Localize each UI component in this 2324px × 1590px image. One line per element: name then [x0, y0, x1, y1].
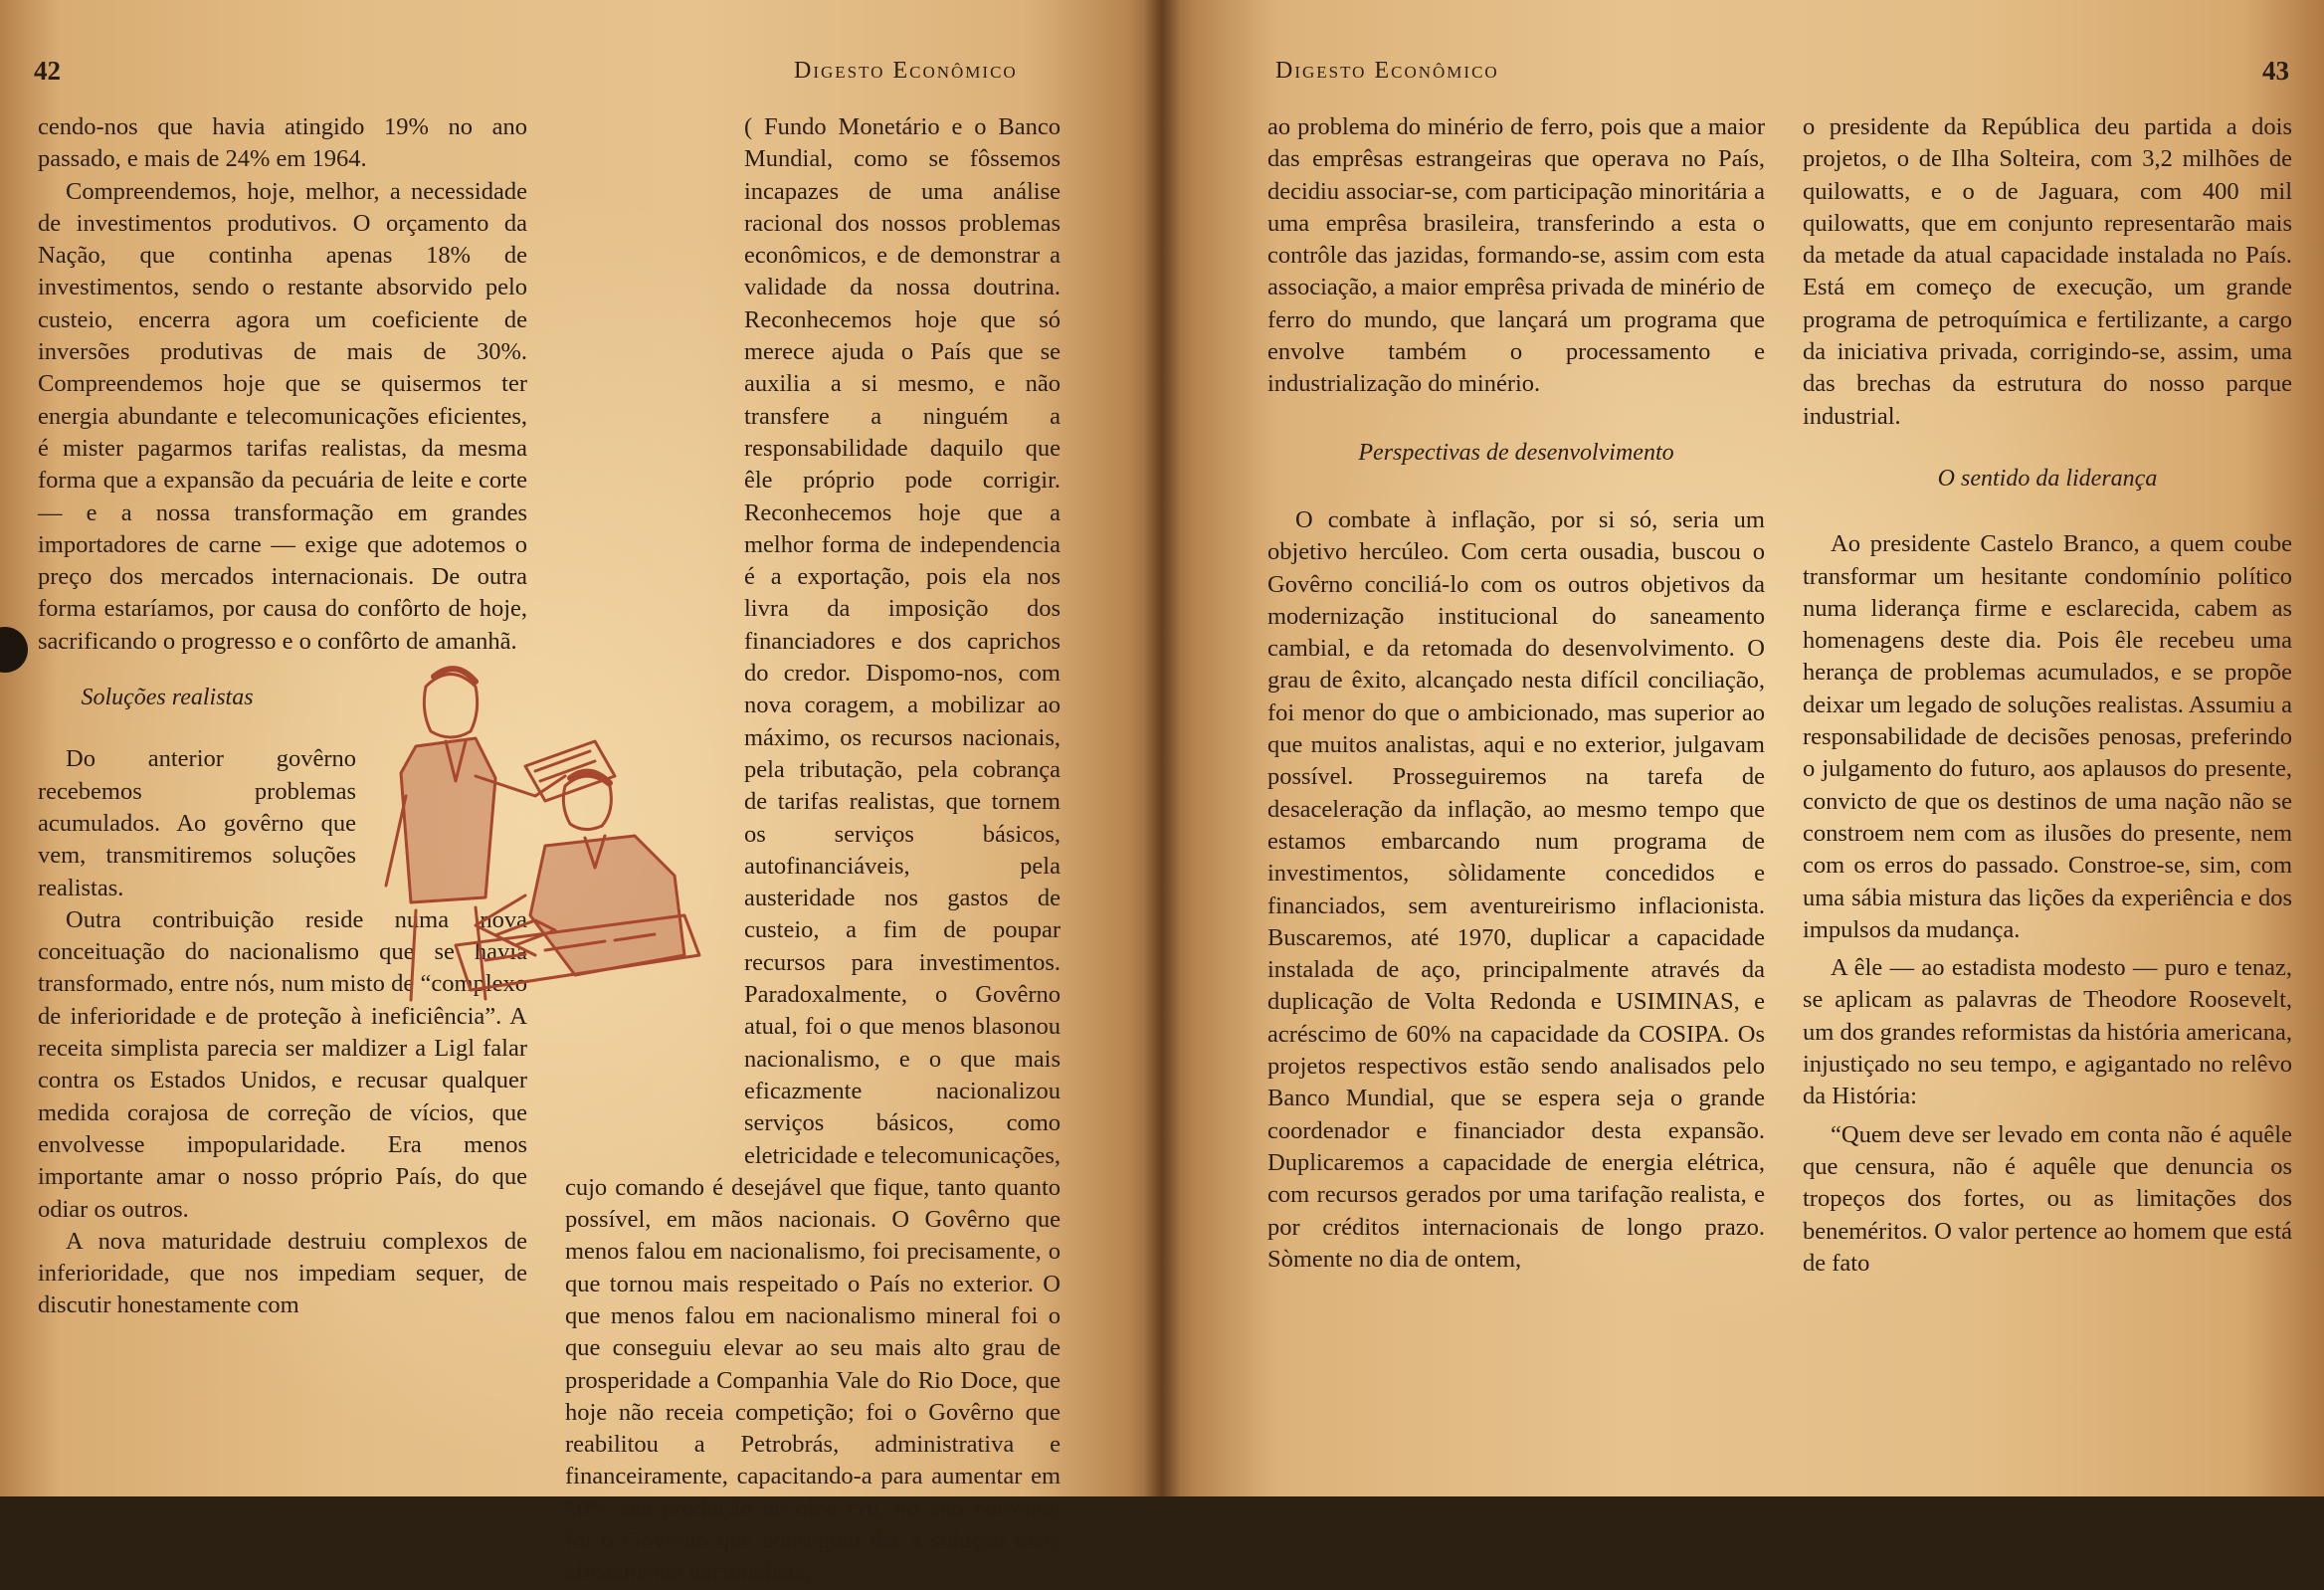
paragraph: cendo-nos que havia atingido 19% no ano passado, e mais de 24% em 1964.	[38, 113, 527, 173]
paragraph: ao problema do minério de ferro, pois que a maior das emprêsas estrangeiras que operava no País, decidiu associar-se, com participação minoritária a uma emprêsa brasileira, transferindo a esta o contrôle das jazidas, formando-se, assim com esta associação, a maior emprêsa privada de minério de ferro do mundo, que lançará um programa que envolve também o processamento e industrialização do minério.	[1267, 113, 1765, 398]
paragraph: o presidente da República deu partida a dois projetos, o de Ilha Solteira, com 3,2 milhões de quilowatts, e o de Jaguara, com 400 mil quilowatts, que em conjunto representarão mais da metade da atual capacidade instalada no País. Está em começo de execução, um grande programa de petroquímica e fertilizante, a cargo da iniciativa privada, corrigindo-se, assim, uma das brechas da estrutura do nosso parque industrial.	[1803, 113, 2292, 430]
paragraph: A nova maturidade destruiu complexos de inferioridade, que nos impediam sequer, de discutir honestamente com	[38, 1227, 527, 1319]
section-heading: O sentido da liderança	[1937, 465, 2158, 492]
paragraph: “Quem deve ser levado em conta não é aquêle que censura, não é aquêle que denuncia os tropeços dos fortes, ou as limitações dos beneméritos. O valor pertence ao homem que está de fato	[1803, 1120, 2292, 1277]
right-page-column-1	[1267, 111, 1765, 1276]
page-number-right: 43	[2262, 56, 2289, 86]
right-page	[1162, 0, 2324, 1496]
paragraph: A êle — ao estadista modesto — puro e tenaz, se aplicam as palavras de Theodore Roosevelt, um dos grandes reformistas da história americana, injustiçado no seu tempo, e agigantado no relêvo da História:	[1803, 954, 2292, 1110]
paragraph: Outra contribuição reside numa nova conceituação do nacionalismo que se havia transformado, entre nós, num misto de “complexo de inferioridade e de proteção à ineficiência”. A receita simplista parecia ser maldizer a Ligl falar contra os Estados Unidos, e recusar qualquer medida corajosa de correção de vícios, que envolvesse impopularidade. Era menos importante amar o nosso próprio País, do que odiar os outros.	[38, 905, 527, 1223]
paragraph: Ao presidente Castelo Branco, a quem coube transformar um hesitante condomínio político numa liderança firme e esclarecida, cabem as homenagens deste dia. Pois êle recebeu uma herança de problemas acumulados, e se propõe deixar um legado de soluções realistas. Assumiu a responsabilidade de decisões penosas, preferindo o julgamento do futuro, aos aplausos do presente, convicto de que os destinos de uma nação não se constroem nem com as ilusões do presente, nem com os erros do passado. Constroe-se, sim, com uma sábia mistura das lições da experiência e dos impulsos da mudança.	[1803, 530, 2292, 943]
two-businessmen-at-desk-illustration	[376, 647, 704, 1005]
left-page	[0, 0, 1162, 1587]
running-head-right: Digesto Econômico	[1275, 58, 1499, 84]
paragraph: ( Fundo Monetário e o Banco Mundial, como se fôssemos incapazes de uma análise racional dos nossos problemas econômicos, e de demonstrar a validade da nossa doutrina. Reconhecemos hoje que só merece ajuda o País que se auxilia a si mesmo, e não transfere a ninguém a responsabilidade daquilo que êle próprio pode corrigir. Reconhecemos hoje que a melhor forma de independencia é a exportação, pois ela nos livra da imposição dos financiadores e dos caprichos do credor. Dispomo-nos, com nova coragem, a mobilizar ao máximo, os recursos nacionais, pela tributação, pela cobrança de tarifas realistas, que tornem os serviços básicos, autofinanciáveis, pela austeridade nos gastos de custeio, a fim de poupar recursos para investimentos. Paradoxalmente, o Govêrno atual, foi o que menos blasonou nacionalismo, e o que mais eficazmente nacionalizou serviços básicos, como eletricidade e telecomunicações, cujo comando é desejável que fique, tanto quanto possível, em mãos nacionais. O Govêrno que menos falou em nacionalismo, foi precisamente, o que tornou mais respeitado o País no exterior. O que menos falou em nacionalismo mineral foi o que conseguiu elevar ao seu mais alto grau de prosperidade a Companhia Vale do Rio Doce, que hoje não receia competição; foi o Govêrno que reabilitou a Petrobrás, administrativa e financeiramente, capacitando-a para aumentar em 50% sua produção de óleo cru, no ano corrente; foi o Govêrno que conseguiu dar a solução mais eficazmente nacionalista,	[565, 113, 1061, 1587]
binding-hole	[0, 627, 28, 673]
paragraph: Do anterior govêrno recebemos problemas acumulados. Ao govêrno que vem, transmitiremos soluções realistas.	[38, 745, 356, 901]
right-page-column-2	[1803, 111, 2292, 1280]
book-gutter	[1144, 0, 1180, 1496]
page-number-left: 42	[34, 56, 61, 86]
section-heading: Soluções realistas	[81, 685, 254, 711]
section-heading: Perspectivas de desenvolvimento	[1358, 439, 1674, 466]
running-head-left: Digesto Econômico	[794, 58, 1018, 84]
paragraph: O combate à inflação, por si só, seria um objetivo hercúleo. Com certa ousadia, buscou o Govêrno conciliá-lo com os outros objetivos da modernização institucional do saneamento cambial, e da retomada do desenvolvimento. O grau de êxito, alcançado nesta difícil conciliação, foi menor do que o ambicionado, mas superior ao que muitos analistas, aqui e no exterior, julgavam possível. Prosseguiremos na tarefa de desaceleração da inflação, ao mesmo tempo que estamos embarcando num programa de investimentos, sòlidamente concedidos e financiados, sem aventureirismo inflacionista. Buscaremos, até 1970, duplicar a capacidade instalada de aço, principalmente através da duplicação de Volta Redonda e USIMINAS, e acréscimo de 60% na capacidade da COSIPA. Os projetos respectivos estão sendo analisados pelo Banco Mundial, que se espera seja o grande coordenador e financiador desta expansão. Duplicaremos a capacidade de energia elétrica, com recursos gerados por uma tarifação realista, e por créditos internacionais de longo prazo. Sòmente no dia de ontem,	[1267, 505, 1765, 1273]
paragraph: Compreendemos, hoje, melhor, a necessidade de investimentos produtivos. O orçamento da Nação, que continha apenas 18% de investimentos, sendo o restante absorvido pelo custeio, encerra agora um coeficiente de inversões produtivas de mais de 30%. Compreendemos hoje que se quisermos ter energia abundante e telecomunicações eficientes, é mister pagarmos tarifas realistas, da mesma forma que a expansão da pecuária de leite e corte — e a nossa transformação em grandes importadores de carne — exige que adotemos o preço dos mercados internacionais. De outra forma estaríamos, por causa do confôrto de hoje, sacrificando o progresso e o confôrto de amanhã.	[38, 177, 527, 655]
